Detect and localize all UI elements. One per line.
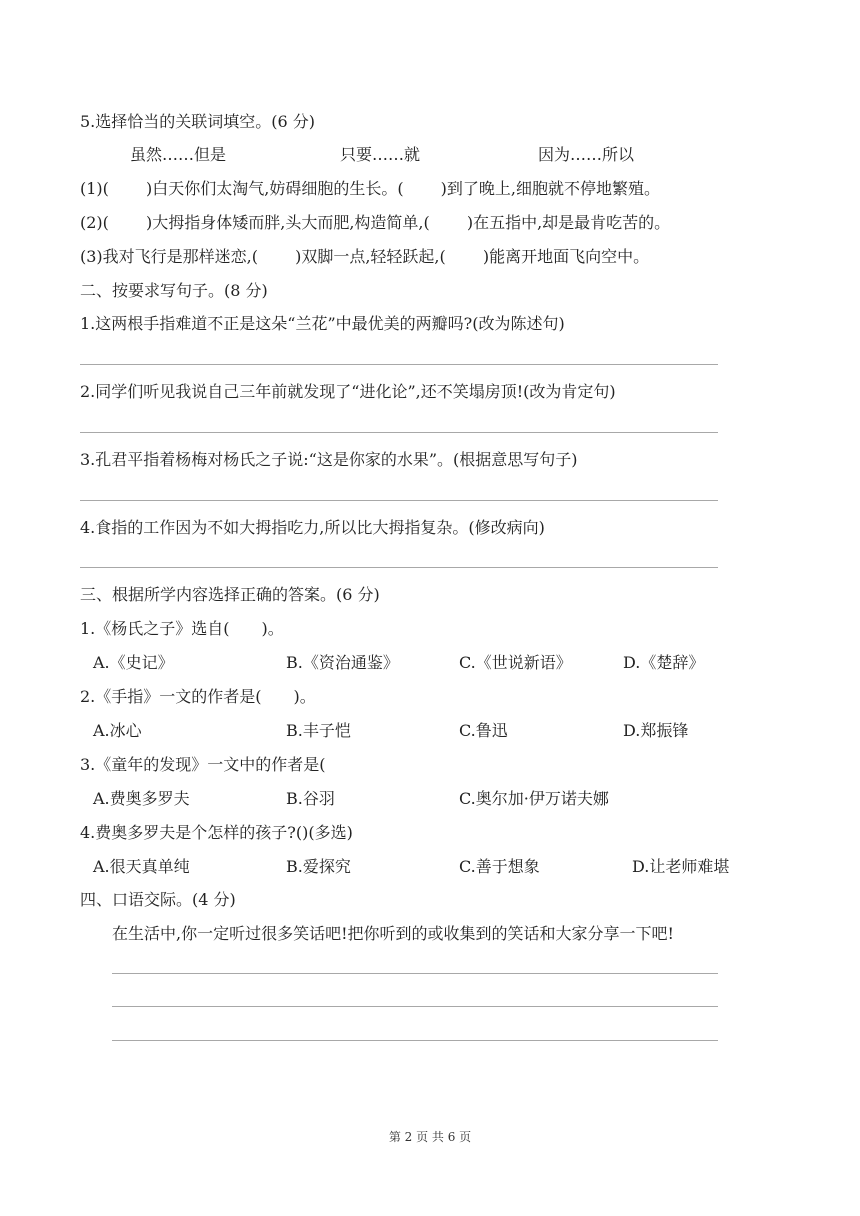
q4-option-b: B.爱探究	[286, 857, 351, 876]
answer-line	[112, 973, 718, 974]
q1-option-d: D.《楚辞》	[623, 653, 705, 672]
q5-title: 5.选择恰当的关联词填空。(6 分)	[80, 112, 316, 131]
q3-option-c: C.奥尔加·伊万诺夫娜	[459, 789, 609, 808]
q2-option-a: A.冰心	[93, 721, 142, 740]
q3-option-a: A.费奥多罗夫	[93, 789, 190, 808]
section2-item-4: 4.食指的工作因为不如大拇指吃力,所以比大拇指复杂。(修改病向)	[80, 518, 545, 537]
q5-line-1: (1)( )白天你们太淘气,妨碍细胞的生长。( )到了晚上,细胞就不停地繁殖。	[80, 179, 660, 198]
section4-prompt: 在生活中,你一定听过很多笑话吧!把你听到的或收集到的笑话和大家分享一下吧!	[112, 924, 674, 943]
q4-option-d: D.让老师难堪	[632, 857, 730, 876]
q5-line-3: (3)我对飞行是那样迷恋,( )双脚一点,轻轻跃起,( )能离开地面飞向空中。	[80, 247, 650, 266]
answer-line	[112, 1006, 718, 1007]
section3-question-2: 2.《手指》一文的作者是( )。	[80, 687, 316, 706]
page-number: 第 2 页 共 6 页	[388, 1130, 472, 1144]
q5-option-3: 因为……所以	[538, 145, 635, 164]
section2-item-3: 3.孔君平指着杨梅对杨氏之子说:“这是你家的水果”。(根据意思写句子)	[80, 450, 578, 469]
q2-option-d: D.郑振锋	[623, 721, 689, 740]
answer-line	[80, 567, 718, 568]
q4-option-a: A.很天真单纯	[93, 857, 190, 876]
section3-question-3: 3.《童年的发现》一文中的作者是(	[80, 755, 326, 774]
section3-title: 三、根据所学内容选择正确的答案。(6 分)	[80, 585, 380, 604]
section2-title: 二、按要求写句子。(8 分)	[80, 281, 268, 300]
q5-option-1: 虽然……但是	[130, 145, 227, 164]
section2-item-2: 2.同学们听见我说自己三年前就发现了“进化论”,还不笑塌房顶!(改为肯定句)	[80, 382, 616, 401]
answer-line	[80, 500, 718, 501]
section3-question-1: 1.《杨氏之子》选自( )。	[80, 619, 284, 638]
section4-title: 四、口语交际。(4 分)	[80, 890, 236, 909]
q1-option-a: A.《史记》	[93, 653, 174, 672]
section2-item-1: 1.这两根手指难道不正是这朵“兰花”中最优美的两瓣吗?(改为陈述句)	[80, 314, 565, 333]
answer-line	[80, 432, 718, 433]
answer-line	[80, 364, 718, 365]
q1-option-b: B.《资治通鉴》	[286, 653, 399, 672]
q1-option-c: C.《世说新语》	[459, 653, 572, 672]
answer-line	[112, 1040, 718, 1041]
q2-option-b: B.丰子恺	[286, 721, 351, 740]
q4-option-c: C.善于想象	[459, 857, 540, 876]
q5-option-2: 只要……就	[340, 145, 421, 164]
q3-option-b: B.谷羽	[286, 789, 335, 808]
q2-option-c: C.鲁迅	[459, 721, 508, 740]
section3-question-4: 4.费奥多罗夫是个怎样的孩子?()(多选)	[80, 823, 353, 842]
q5-line-2: (2)( )大拇指身体矮而胖,头大而肥,构造简单,( )在五指中,却是最肯吃苦的。	[80, 213, 671, 232]
